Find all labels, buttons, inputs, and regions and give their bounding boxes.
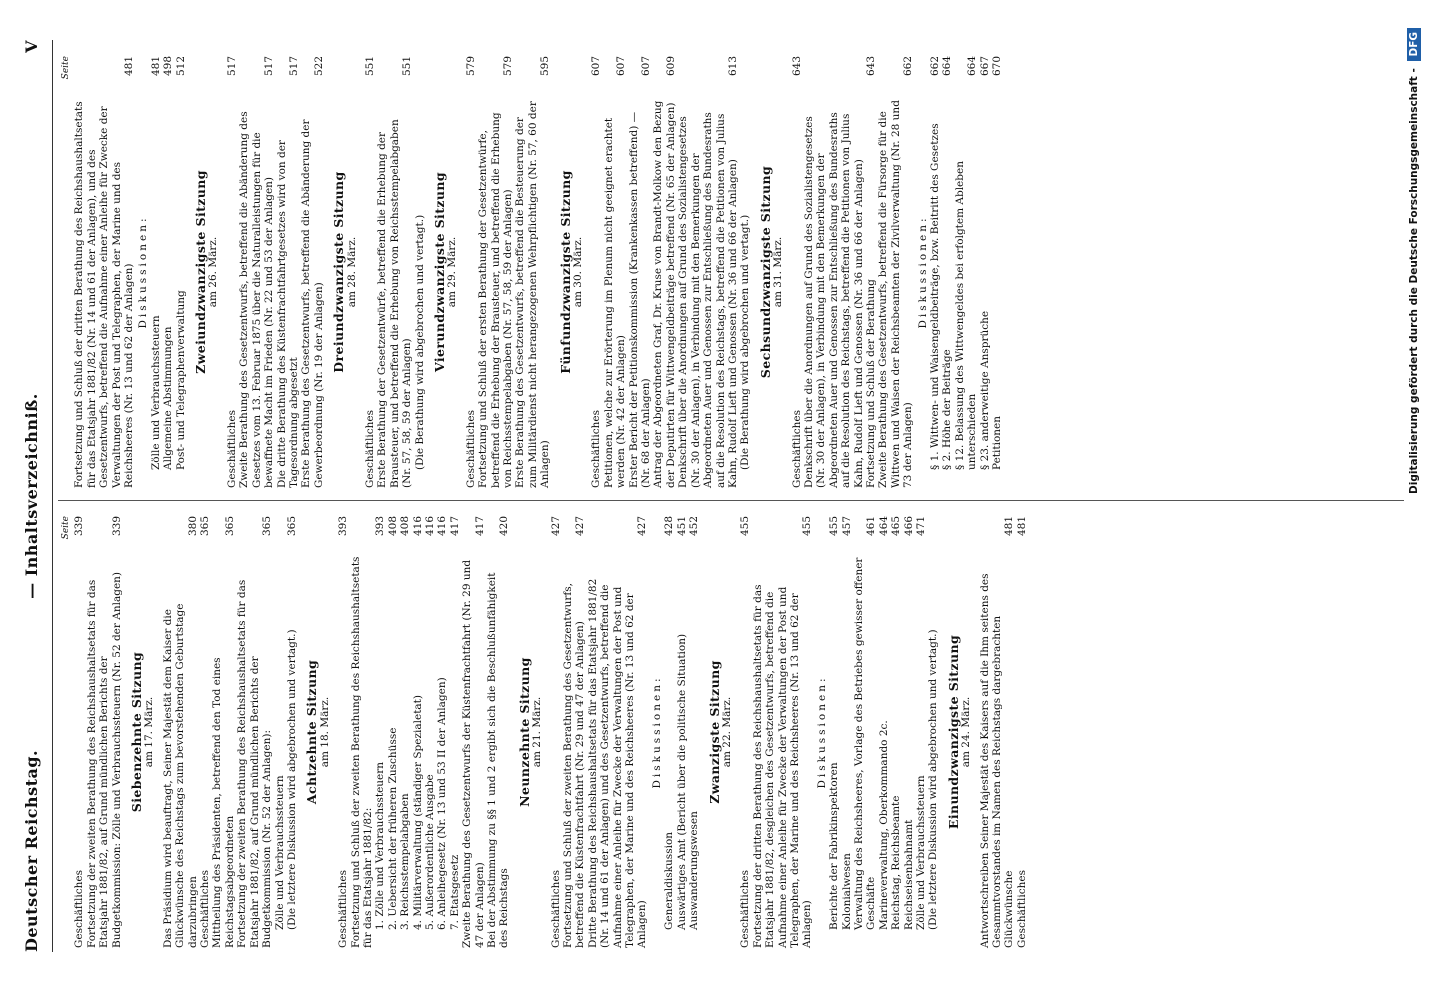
toc-entry bbox=[412, 516, 424, 948]
entry-text: Fortsetzung und Schluß der ersten Berathung der Gesetzentwürfe, betreffend die Erhebung der Brausteuer, und betreffend die Erhebung von Reichsstempelabgaben (Nr. 57, 58, 59 der Anlagen) bbox=[477, 112, 514, 488]
page-number: 522 bbox=[312, 56, 325, 77]
sitting-date: am 28. März. bbox=[345, 236, 358, 308]
page-number: 417 bbox=[448, 516, 461, 537]
entry-text: 5. Außerordentliche Ausgabe bbox=[423, 774, 436, 930]
toc-entry bbox=[663, 516, 675, 948]
header-left: Deutscher Reichstag. bbox=[22, 749, 41, 952]
page-number: 643 bbox=[864, 56, 877, 77]
entry-text: Verwaltung des Reichsheeres, Vorlage des Betriebes gewisser offener Geschäfte bbox=[852, 557, 878, 930]
entry-text: Geschäftliches bbox=[73, 870, 86, 948]
sitting-heading: Fünfundzwanzigste Sitzung bbox=[557, 170, 573, 374]
toc-entry bbox=[791, 56, 803, 488]
toc-entry bbox=[175, 56, 187, 488]
page-number: 498 bbox=[162, 56, 175, 77]
toc-entry bbox=[162, 56, 174, 488]
entry-text: Erster Bericht der Petitionskommission (Krankenkassen betreffend) — (Nr. 68 der Anlagen) bbox=[627, 111, 653, 488]
page-number: 455 bbox=[801, 516, 814, 537]
entry-text: Berichte der Fabrikinspektoren bbox=[828, 762, 841, 930]
entry-text: Generaldiskussion bbox=[663, 831, 676, 930]
entry-text: Mittheilung des Präsidenten, betreffend den Tod eines Reichstagsabgeordneten bbox=[211, 657, 236, 948]
page-number: 417 bbox=[473, 516, 486, 537]
entry-text: Auswärtiges Amt (Bericht über die politische Situation) bbox=[675, 633, 688, 930]
sitting-date: am 17. März. bbox=[143, 696, 156, 768]
toc-entry bbox=[652, 56, 677, 488]
page-number: 427 bbox=[574, 516, 587, 537]
sitting-heading: Einundzwanzigste Sitzung bbox=[945, 634, 961, 830]
toc-entry bbox=[211, 516, 236, 948]
sitting-heading: Achtzehnte Sitzung bbox=[304, 659, 320, 805]
toc-entry bbox=[236, 516, 273, 948]
page-number: 670 bbox=[991, 56, 1004, 77]
page-number: 517 bbox=[263, 56, 276, 77]
toc-entry bbox=[628, 56, 653, 488]
entry-text: 2. Uebersicht der früheren Zuschüsse bbox=[386, 727, 399, 930]
entry-text: Antrag der Abgeordneten Graf, Dr. Kruse von Brandt-Molkow den Bezug der Deputirten für Wittwengeldbeiträge betreffend (Nr. 65 der Anlagen) bbox=[652, 100, 677, 488]
page-number: 452 bbox=[688, 516, 701, 537]
entry-text: Fortsetzung der zweiten Berathung des Reichshaushaltsetats für das Etatsjahr 1881/82, auf Grund mündlichen Berichts der Budgetkommission (Nr. 52 der Anlagen): bbox=[236, 579, 274, 948]
toc-entry bbox=[587, 516, 649, 948]
toc-entry bbox=[991, 56, 1003, 488]
sitting-heading: Zwanzigste Sitzung bbox=[706, 660, 722, 804]
toc-entry bbox=[739, 516, 751, 948]
subsection-label: Diskussionen: bbox=[815, 675, 828, 789]
entry-text: § 23. anderweitige Ansprüche bbox=[978, 310, 991, 470]
toc-entry bbox=[424, 516, 436, 948]
entry-text: Bei der Abstimmung zu §§ 1 und 2 ergibt sich die Beschlußunfähigkeit des Reichstags bbox=[486, 572, 511, 948]
toc-entry bbox=[929, 56, 941, 488]
page-number: 408 bbox=[399, 516, 412, 537]
sitting-heading: Zweiundzwanzigste Sitzung bbox=[193, 170, 209, 374]
digitization-credit: Digitalisierung gefördert durch die Deutsche Forschungsgemeinschaft - bbox=[1408, 68, 1420, 494]
page-number: 481 bbox=[123, 56, 136, 77]
toc-entry bbox=[828, 516, 840, 948]
header-rule bbox=[52, 40, 53, 952]
toc-entry bbox=[550, 516, 562, 948]
page-number: 427 bbox=[636, 516, 649, 537]
page-number: 427 bbox=[549, 516, 562, 537]
page-number: 481 bbox=[149, 56, 162, 77]
toc-entry bbox=[841, 516, 853, 948]
page-number: 465 bbox=[890, 516, 903, 537]
toc-entry bbox=[954, 56, 979, 488]
footer bbox=[1401, 28, 1427, 968]
entry-text: Zweite Berathung des Gesetzentwurfs der Küstenfrachtfahrt (Nr. 29 und 47 der Anlagen) bbox=[461, 559, 486, 948]
toc-entry bbox=[803, 56, 877, 488]
page-number: 512 bbox=[174, 56, 187, 77]
page-number: 365 bbox=[223, 516, 236, 537]
toc-entry bbox=[979, 516, 1016, 948]
subsection-label: Diskussionen: bbox=[650, 675, 663, 789]
sitting-date: am 30. März. bbox=[572, 236, 585, 308]
entry-text: Denkschrift über die Anordnungen auf Grund des Sozialistengesetzes (Nr. 30 der Anlagen), in Verbindung mit den Bemerkungen der Abgeordneten Auer und Genossen zur Entschließung des Bundesraths auf die Resolution des Reichstags, betreffend die Petitionen von Julius Kahn, Rudolf Lieft und Genossen (Nr. 36 und 66 der Anlagen) Fortsetzung und Schluß der Berathung bbox=[802, 112, 877, 488]
entry-text: § 1. Wittwen- und Waisengeldbeiträge, bzw. Beitritt des Gesetzes bbox=[929, 123, 941, 470]
entry-text: Dritte Berathung des Reichshaushaltsetats für das Etatsjahr 1881/82 (Nr. 14 und 61 der Anlagen) und des Gesetzentwurfs, betreffend die Aufnahme einer Anleihe für Zwecke der Verwaltungen der Post und Telegraphen, der Marine und des Reichsheeres (Nr. 13 und 62 der Anlagen) bbox=[586, 578, 649, 948]
entry-text: Zweite Berathung des Gesetzentwurfs, betreffend die Fürsorge für die Wittwen und Waisen der Reichsbeamten der Zivilverwaltung (Nr. 28 und 73 der Anlagen) bbox=[877, 100, 915, 488]
page-number: 416 bbox=[411, 516, 424, 537]
toc-entry bbox=[878, 516, 890, 948]
toc-entry bbox=[752, 516, 814, 948]
page-number: 420 bbox=[498, 516, 511, 537]
subsection-label: Diskussionen: bbox=[137, 215, 150, 329]
page-number: 461 bbox=[865, 516, 878, 537]
entry-text: Die dritte Berathung des Küstenfrachtfahrtgesetzes wird von der Tagesordnung abgesetzt bbox=[275, 140, 300, 488]
toc-entry bbox=[162, 516, 199, 948]
page-number: 667 bbox=[978, 56, 991, 77]
page-number: 416 bbox=[423, 516, 436, 537]
toc-entry bbox=[300, 56, 325, 488]
page-number: 607 bbox=[615, 56, 628, 77]
entry-text: Geschäftliches bbox=[199, 870, 212, 948]
toc-entry bbox=[903, 516, 915, 948]
page-number: 428 bbox=[663, 516, 676, 537]
entry-text: Auswanderungswesen bbox=[688, 811, 701, 930]
running-header bbox=[22, 40, 46, 952]
page-number: 457 bbox=[840, 516, 853, 537]
entry-text: Fortsetzung der zweiten Berathung des Reichshaushaltsetats für das Etatsjahr 1881/82, auf Grund mündlichen Berichts der Budgetkommission: Zölle und Verbrauchssteuern (Nr. 52 der Anlagen) bbox=[85, 571, 123, 948]
entry-text: 7. Etatsgesetz bbox=[448, 854, 461, 930]
page-number: 662 bbox=[902, 56, 915, 77]
page-number: 455 bbox=[739, 516, 752, 537]
header-page-numeral: V bbox=[22, 40, 41, 53]
toc-entry bbox=[226, 56, 238, 488]
toc-entry bbox=[73, 56, 135, 488]
page-number: 609 bbox=[664, 56, 677, 77]
page-number: 339 bbox=[73, 516, 86, 537]
toc-entry bbox=[449, 516, 461, 948]
entry-text: Petitionen, welche zur Erörterung im Plenum nicht geeignet erachtet werden (Nr. 42 der Anlagen) bbox=[602, 117, 628, 488]
page-number: 464 bbox=[877, 516, 890, 537]
entry-text: § 12. Belassung des Wittwengeldes bei erfolgtem Ableben unterschieden bbox=[953, 161, 979, 470]
toc-entry bbox=[337, 516, 349, 948]
toc-entry bbox=[486, 516, 511, 948]
entry-text: Petitionen bbox=[991, 415, 1004, 470]
page-number: 664 bbox=[966, 56, 979, 77]
toc-entry bbox=[199, 516, 211, 948]
entry-text: Allgemeine Abstimmungen bbox=[162, 326, 175, 470]
toc-entry bbox=[890, 516, 902, 948]
sitting-heading: Neunzehnte Sitzung bbox=[516, 657, 532, 807]
toc-entry bbox=[941, 56, 953, 488]
sitting-date: am 21. März. bbox=[531, 696, 544, 768]
page-number: 664 bbox=[941, 56, 954, 77]
page-number: 393 bbox=[337, 516, 350, 537]
sitting-date: am 24. März. bbox=[960, 696, 973, 768]
toc-entry bbox=[676, 516, 688, 948]
entry-text: § 2. Höhe der Beiträge bbox=[941, 349, 954, 470]
toc-entry bbox=[514, 56, 551, 488]
sitting-heading: Dreiundzwanzigste Sitzung bbox=[331, 171, 347, 373]
page-number: 393 bbox=[374, 516, 387, 537]
toc-entry bbox=[238, 56, 275, 488]
entry-text: Geschäftliches bbox=[225, 410, 238, 488]
page-number: 481 bbox=[1015, 516, 1028, 537]
subsection-label: Diskussionen: bbox=[916, 215, 929, 329]
page-number: 471 bbox=[915, 516, 927, 537]
toc-entry bbox=[399, 516, 411, 948]
toc-entry bbox=[350, 516, 375, 948]
entry-text: Geschäftliches bbox=[363, 410, 376, 488]
page-number: 365 bbox=[199, 516, 212, 537]
right-column bbox=[60, 56, 1003, 488]
page-number: 643 bbox=[790, 56, 803, 77]
toc-entry bbox=[927, 516, 939, 948]
entry-text: 6. Anleihegesetz (Nr. 13 und 53 II der Anlagen) bbox=[436, 677, 449, 930]
entry-text: Erste Berathung des Gesetzentwurfs, betreffend die Abänderung der Gewerbeordnung (Nr. 19 der Anlagen) bbox=[300, 119, 325, 488]
toc-entry bbox=[274, 516, 286, 948]
entry-text: (Die Berathung wird abgebrochen und vertagt.) bbox=[413, 214, 426, 470]
entry-text: Fortsetzung der dritten Berathung des Reichshaushaltsetats für das Etatsjahr 1881/82, desgleichen des Gesetzentwurfs, betreffend die Aufnahme einer Anleihe für Zwecke der Verwaltungen der Post und Telegraphen, der Marine und des Reichsheeres (Nr. 13 und 62 der Anlagen) bbox=[751, 584, 814, 948]
toc-entry bbox=[73, 516, 85, 948]
toc-entry bbox=[387, 516, 399, 948]
entry-text: 1. Zölle und Verbrauchssteuern bbox=[374, 761, 387, 930]
entry-text: Reichstag, Reichsbeamte bbox=[890, 795, 903, 930]
entry-text: Geschäftliches bbox=[790, 410, 803, 488]
column-divider bbox=[58, 500, 1404, 501]
toc-entry bbox=[677, 56, 739, 488]
toc-entry bbox=[877, 56, 914, 488]
seite-label: Seite bbox=[61, 56, 71, 80]
entry-text: Geschäftliches bbox=[1015, 870, 1028, 948]
page-number: 579 bbox=[464, 56, 477, 77]
entry-text: (Die letztere Diskussion wird abgebrochen und vertagt.) bbox=[285, 629, 298, 930]
entry-text: Antwortschreiben Seiner Majestät des Kaisers auf die Ihm seitens des Gesammtvorstandes im Namen des Reichstags dargebrachten Glückwünsche bbox=[978, 573, 1016, 948]
toc-entry bbox=[688, 516, 700, 948]
page-number: 662 bbox=[929, 56, 941, 77]
header-center: — Inhaltsverzeichniß. bbox=[22, 393, 41, 599]
dfg-logo: DFG bbox=[1407, 28, 1421, 61]
toc-entry bbox=[150, 56, 162, 488]
page-number: 365 bbox=[261, 516, 274, 537]
entry-text: Zölle und Verbrauchssteuern bbox=[149, 315, 162, 470]
entry-text: Erste Berathung des Gesetzentwurfs, betreffend die Besteuerung der zum Militärdienst nicht herangezogenen Wehrpflichtigen (Nr. 57, 60 der Anlagen) bbox=[514, 101, 552, 488]
entry-text: Kolonialwesen bbox=[840, 853, 853, 930]
toc-entry bbox=[414, 56, 426, 488]
entry-text: Geschäftliches bbox=[739, 870, 752, 948]
toc-entry bbox=[86, 516, 123, 948]
toc-entry bbox=[739, 56, 751, 488]
page-number: 481 bbox=[1003, 516, 1016, 537]
sitting-date: am 18. März. bbox=[318, 696, 331, 768]
entry-text: (Die Berathung wird abgebrochen und vertagt.) bbox=[739, 214, 752, 470]
toc-entry bbox=[374, 516, 386, 948]
seite-label: Seite bbox=[61, 516, 71, 540]
toc-entry bbox=[364, 56, 376, 488]
toc-entry bbox=[853, 516, 878, 948]
page-number: 466 bbox=[902, 516, 915, 537]
page-number: 416 bbox=[436, 516, 449, 537]
page-number: 607 bbox=[590, 56, 603, 77]
sitting-heading: Sechsundzwanzigste Sitzung bbox=[757, 165, 773, 379]
page-number: 551 bbox=[401, 56, 414, 77]
entry-text: (Die letztere Diskussion wird abgebrochen und vertagt.) bbox=[927, 629, 940, 930]
toc-entry bbox=[590, 56, 602, 488]
page-number: 613 bbox=[726, 56, 739, 77]
page-number: 517 bbox=[225, 56, 238, 77]
footer-text-line bbox=[1401, 28, 1427, 968]
page-number: 339 bbox=[110, 516, 123, 537]
entry-text: Fortsetzung und Schluß der zweiten Berathung des Reichshaushaltsetats für das Etatsjahr 1881/82: bbox=[349, 556, 374, 948]
sitting-date: am 22. März. bbox=[720, 696, 733, 768]
entry-text: Zölle und Verbrauchssteuern bbox=[915, 775, 927, 930]
entry-text: Reichseisenbahnamt bbox=[902, 819, 915, 930]
toc-entry bbox=[461, 516, 486, 948]
entry-text: 4. Militärverwaltung (ständiger Spezialetat) bbox=[411, 695, 424, 930]
toc-entry bbox=[465, 56, 477, 488]
page-number: 451 bbox=[675, 516, 688, 537]
page-number: 365 bbox=[285, 516, 298, 537]
toc-entry bbox=[276, 56, 301, 488]
toc-entry bbox=[915, 516, 927, 948]
sitting-date: am 31. März. bbox=[772, 236, 785, 308]
entry-text: Geschäftliches bbox=[337, 870, 350, 948]
toc-entry bbox=[979, 56, 991, 488]
page-number: 380 bbox=[186, 516, 199, 537]
entry-text: Zölle und Verbrauchssteuern bbox=[273, 775, 286, 930]
sitting-date: am 26. März. bbox=[207, 236, 220, 308]
page-number: 607 bbox=[640, 56, 653, 77]
page-number: 579 bbox=[502, 56, 514, 77]
entry-text: Geschäftliches bbox=[590, 410, 603, 488]
page-number: 517 bbox=[287, 56, 300, 77]
entry-text: Zweite Berathung des Gesetzentwurfs, betreffend die Abänderung des Gesetzes vom 13. Februar 1875 über die Naturalleistungen für die bewaffnete Macht im Frieden (Nr. 22 und 53 der Anlagen) bbox=[238, 111, 276, 488]
toc-entry bbox=[286, 516, 298, 948]
page-number: 551 bbox=[363, 56, 376, 77]
toc-entry bbox=[376, 56, 413, 488]
left-column bbox=[60, 516, 1028, 948]
entry-text: 3. Reichsstempelabgaben bbox=[399, 793, 412, 930]
page-number: 408 bbox=[386, 516, 399, 537]
sitting-heading: Siebenzehnte Sitzung bbox=[129, 651, 145, 813]
entry-text: Fortsetzung und Schluß der zweiten Berathung des Gesetzentwurfs, betreffend die Küstenfrachtfahrt (Nr. 29 und 47 der Anlagen) bbox=[562, 583, 587, 948]
entry-text: Geschäftliches bbox=[549, 870, 562, 948]
entry-text: Das Präsidium wird beauftragt, Seiner Majestät dem Kaiser die Glückwünsche des Reichstags zum bevorstehenden Geburtstage darzubringen bbox=[161, 603, 199, 948]
toc-entry bbox=[436, 516, 448, 948]
toc-entry bbox=[1016, 516, 1028, 948]
sitting-heading: Vierundzwanzigste Sitzung bbox=[431, 172, 447, 372]
entry-text: Fortsetzung und Schluß der dritten Berathung des Reichshaushaltsetats für das Etatsjahr 1881/82 (Nr. 14 und 61 der Anlagen), und des Gesetzentwurfs, betreffend die Aufnahme einer Anleihe für Zwecke der Verwaltungen der Post und Telegraphen, der Marine und des Reichsheeres (Nr. 13 und 62 der Anlagen) bbox=[73, 101, 136, 488]
entry-text: Marineverwaltung, Oberkommando 2c. bbox=[877, 720, 890, 930]
sitting-date: am 29. März. bbox=[446, 236, 459, 308]
entry-text: Erste Berathung der Gesetzentwürfe, betreffend die Erhebung der Brausteuer, und betreffend die Erhebung von Reichsstempelabgaben (Nr. 57, 58, 59 der Anlagen) bbox=[376, 119, 414, 488]
page-number: 595 bbox=[539, 56, 552, 77]
page-number: 455 bbox=[828, 516, 841, 537]
entry-text: Denkschrift über die Anordnungen auf Grund des Sozialistengesetzes (Nr. 30 der Anlagen), in Verbindung mit den Bemerkungen der Abgeordneten Auer und Genossen zur Entschließung des Bundesraths auf die Resolution des Reichstags, betreffend die Petitionen von Julius Kahn, Rudolf Lieft und Genossen (Nr. 36 und 66 der Anlagen) bbox=[677, 112, 739, 488]
toc-entry bbox=[477, 56, 514, 488]
entry-text: Post- und Telegraphenverwaltung bbox=[174, 290, 187, 470]
entry-text: Geschäftliches bbox=[464, 410, 477, 488]
toc-entry bbox=[603, 56, 628, 488]
toc-entry bbox=[562, 516, 587, 948]
